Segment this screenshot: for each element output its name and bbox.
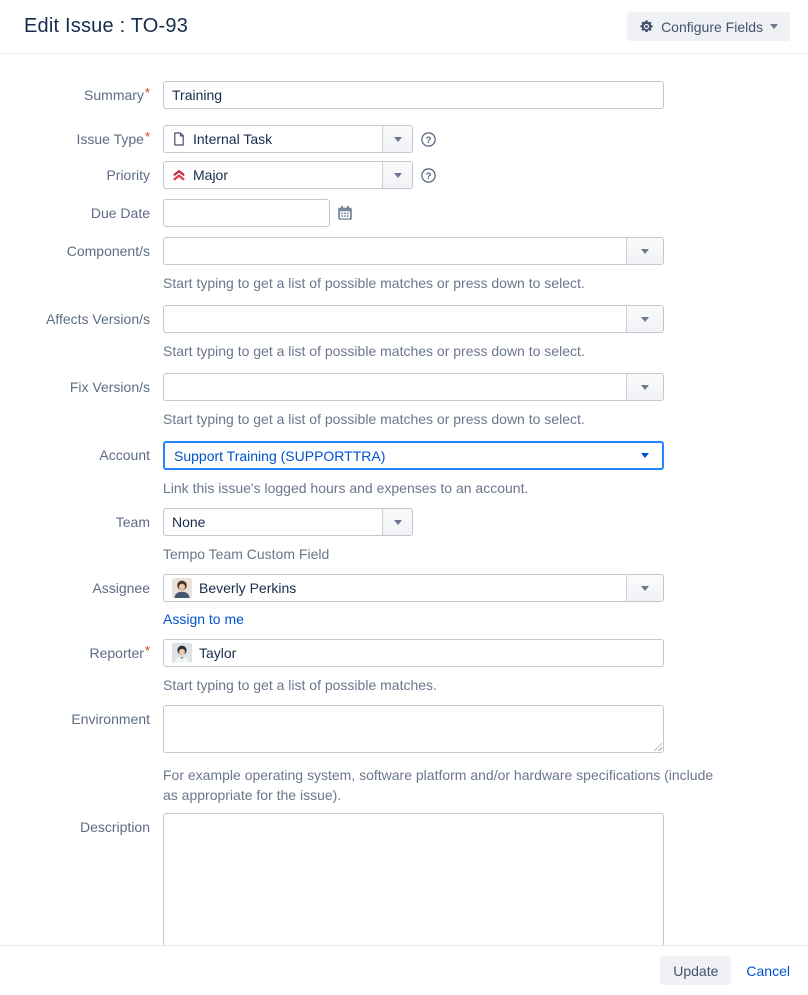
- account-select[interactable]: [163, 441, 664, 470]
- field-row-priority: [0, 161, 808, 189]
- reporter-avatar: [172, 643, 192, 663]
- components-help-text: Start typing to get a list of possible matches or press down to select.: [163, 275, 585, 291]
- dialog-header: [0, 0, 808, 54]
- priority-select[interactable]: [163, 161, 413, 189]
- field-row-fix-versions: [0, 373, 808, 429]
- configure-fields-button[interactable]: [627, 12, 790, 41]
- priority-dropdown-button[interactable]: [382, 162, 412, 188]
- fix-versions-select[interactable]: [163, 373, 664, 401]
- issue-type-value: Internal Task: [193, 131, 273, 147]
- assignee-label: Assignee: [92, 580, 150, 596]
- assignee-dropdown-button[interactable]: [626, 575, 663, 601]
- caret-down-icon: [394, 173, 402, 178]
- assignee-select[interactable]: [163, 574, 664, 602]
- caret-down-icon: [641, 249, 649, 254]
- caret-down-icon: [641, 453, 649, 458]
- cancel-link[interactable]: Cancel: [746, 962, 790, 979]
- dialog-footer: [0, 945, 808, 995]
- priority-value: Major: [193, 167, 229, 183]
- issue-type-label: Issue Type*: [76, 129, 150, 147]
- field-row-reporter: [0, 639, 808, 695]
- account-dropdown-button[interactable]: [628, 443, 662, 468]
- environment-textarea[interactable]: [163, 705, 664, 753]
- team-dropdown-button[interactable]: [382, 509, 412, 535]
- fix-versions-value: [164, 374, 626, 400]
- team-help-text: Tempo Team Custom Field: [163, 546, 330, 562]
- priority-help-icon[interactable]: [421, 168, 436, 183]
- chevron-down-icon: [770, 24, 778, 29]
- due-date-input[interactable]: [163, 199, 330, 227]
- components-value: [164, 238, 626, 264]
- due-date-label: Due Date: [90, 205, 150, 221]
- environment-help-text: For example operating system, software platform and/or hardware specifications (include as appropriate for the issue).: [163, 767, 714, 803]
- assignee-value: Beverly Perkins: [199, 580, 297, 596]
- reporter-label: Reporter*: [89, 643, 150, 661]
- svg-text:?: ?: [425, 134, 432, 146]
- required-indicator: *: [144, 129, 150, 144]
- team-select[interactable]: [163, 508, 413, 536]
- field-row-account: [0, 441, 808, 498]
- fix-versions-label: Fix Version/s: [69, 379, 150, 395]
- description-label: Description: [79, 819, 150, 835]
- issue-type-select[interactable]: [163, 125, 413, 153]
- fix-versions-help-text: Start typing to get a list of possible matches or press down to select.: [163, 411, 585, 427]
- summary-input[interactable]: [163, 81, 664, 109]
- calendar-icon[interactable]: [337, 205, 353, 221]
- affects-versions-label: Affects Version/s: [45, 311, 150, 327]
- gear-icon: [639, 19, 654, 34]
- update-button[interactable]: Update: [660, 956, 731, 985]
- components-label: Component/s: [66, 243, 150, 259]
- field-row-environment: [0, 705, 808, 805]
- field-row-components: [0, 237, 808, 293]
- affects-versions-dropdown-button[interactable]: [626, 306, 663, 332]
- configure-fields-label: Configure Fields: [661, 18, 763, 35]
- assignee-avatar: [172, 578, 192, 598]
- edit-issue-form: [0, 54, 808, 945]
- team-value: None: [172, 514, 206, 530]
- priority-label: Priority: [106, 167, 150, 183]
- affects-versions-value: [164, 306, 626, 332]
- internal-task-icon: [172, 132, 186, 146]
- priority-major-icon: [172, 168, 186, 182]
- reporter-value: Taylor: [199, 645, 237, 661]
- account-help-text: Link this issue's logged hours and expenses to an account.: [163, 480, 529, 496]
- field-row-due-date: [0, 199, 808, 227]
- svg-text:?: ?: [425, 170, 432, 182]
- field-row-affects-versions: [0, 305, 808, 361]
- components-dropdown-button[interactable]: [626, 238, 663, 264]
- components-select[interactable]: [163, 237, 664, 265]
- description-textarea[interactable]: [163, 813, 664, 945]
- caret-down-icon: [394, 520, 402, 525]
- account-value: Support Training (SUPPORTTRA): [174, 447, 386, 464]
- assign-to-me-link[interactable]: Assign to me: [163, 611, 244, 627]
- required-indicator: *: [144, 85, 150, 100]
- fix-versions-dropdown-button[interactable]: [626, 374, 663, 400]
- reporter-help-text: Start typing to get a list of possible matches.: [163, 677, 437, 693]
- caret-down-icon: [641, 317, 649, 322]
- issue-type-help-icon[interactable]: [421, 132, 436, 147]
- field-row-issue-type: [0, 125, 808, 153]
- caret-down-icon: [641, 385, 649, 390]
- team-label: Team: [115, 514, 150, 530]
- environment-label: Environment: [71, 711, 150, 727]
- caret-down-icon: [394, 137, 402, 142]
- field-row-description: [0, 813, 808, 945]
- affects-versions-select[interactable]: [163, 305, 664, 333]
- field-row-summary: [0, 81, 808, 109]
- caret-down-icon: [641, 586, 649, 591]
- account-label: Account: [99, 447, 150, 463]
- required-indicator: *: [144, 643, 150, 658]
- affects-versions-help-text: Start typing to get a list of possible matches or press down to select.: [163, 343, 585, 359]
- summary-label: Summary*: [84, 85, 150, 103]
- field-row-team: [0, 508, 808, 564]
- issue-type-dropdown-button[interactable]: [382, 126, 412, 152]
- reporter-input[interactable]: [163, 639, 664, 667]
- field-row-assignee: [0, 574, 808, 629]
- page-title: Edit Issue : TO-93: [24, 15, 189, 37]
